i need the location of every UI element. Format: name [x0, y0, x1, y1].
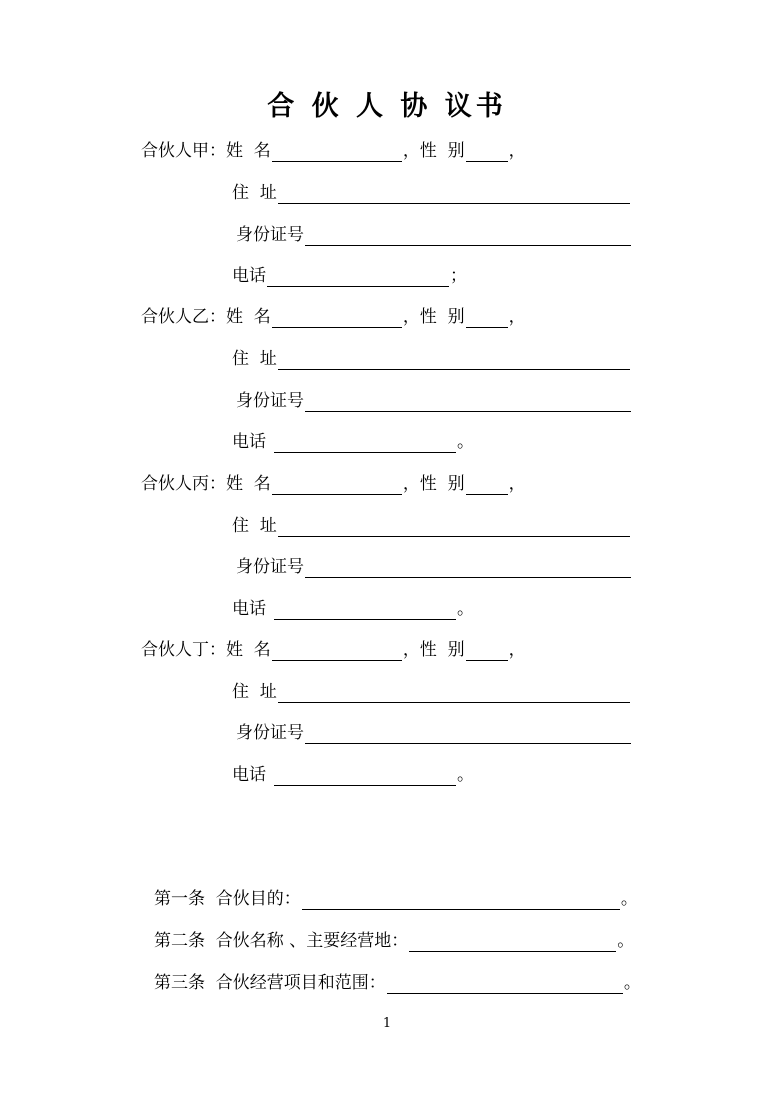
article-3-field[interactable]: [387, 973, 623, 994]
partner-b-phone-row: [232, 427, 474, 453]
partner-b-label: 合伙人乙：: [141, 307, 226, 327]
address-label: 住 址: [232, 682, 277, 702]
name-label: 姓 名: [226, 307, 271, 327]
partner-c-address-row: [232, 511, 631, 537]
partner-c-id-row: [236, 552, 632, 578]
partner-d-label: 合伙人丁：: [141, 640, 226, 660]
partner-a-id-field[interactable]: [305, 225, 631, 246]
article-1-row: [154, 884, 638, 910]
partner-b-address-row: [232, 344, 631, 370]
phone-label: 电话: [232, 266, 266, 286]
partner-d-phone-field[interactable]: [274, 765, 456, 786]
punctuation: ，: [508, 141, 526, 161]
punctuation: 。: [457, 599, 474, 619]
partner-b-gender-field[interactable]: [466, 307, 508, 328]
phone-label: 电话: [232, 765, 266, 785]
address-label: 住 址: [232, 183, 277, 203]
partner-d-phone-row: [232, 760, 474, 786]
punctuation: 。: [457, 765, 474, 785]
gender-label: ，性 别: [402, 141, 465, 161]
document-title: 合 伙 人 协 议书: [267, 91, 507, 122]
punctuation: ，: [508, 474, 526, 494]
article-2-row: [154, 926, 634, 952]
article-2-label: 第二条 合伙名称 、主要经营地：: [154, 931, 409, 951]
address-label: 住 址: [232, 349, 277, 369]
partner-b-id-field[interactable]: [305, 391, 631, 412]
partner-a-address-field[interactable]: [278, 183, 630, 204]
partner-d-name-field[interactable]: [272, 640, 402, 661]
name-label: 姓 名: [226, 640, 271, 660]
partner-a-id-row: [236, 220, 632, 246]
partner-c-label: 合伙人丙：: [141, 474, 226, 494]
partner-a-label: 合伙人甲：: [141, 141, 226, 161]
id-label: 身份证号: [236, 723, 304, 743]
article-3-label: 第三条 合伙经营项目和范围：: [154, 973, 386, 993]
address-label: 住 址: [232, 516, 277, 536]
punctuation: ；: [450, 266, 467, 286]
gender-label: ，性 别: [402, 307, 465, 327]
partner-b-id-row: [236, 386, 632, 412]
punctuation: 。: [620, 889, 638, 909]
partner-c-name-field[interactable]: [272, 474, 402, 495]
partner-b-name-row: [141, 302, 526, 328]
partner-d-address-field[interactable]: [278, 682, 630, 703]
partner-d-address-row: [232, 677, 631, 703]
article-1-label: 第一条 合伙目的：: [154, 889, 301, 909]
partner-c-id-field[interactable]: [305, 557, 631, 578]
partner-c-phone-field[interactable]: [274, 599, 456, 620]
punctuation: 。: [623, 973, 641, 993]
article-1-field[interactable]: [302, 889, 620, 910]
partner-a-name-field[interactable]: [272, 141, 402, 162]
partner-a-phone-row: [232, 261, 467, 287]
punctuation: 。: [457, 432, 474, 452]
gender-label: ，性 别: [402, 640, 465, 660]
partner-c-phone-row: [232, 594, 474, 620]
article-2-field[interactable]: [409, 931, 616, 952]
punctuation: ，: [508, 307, 526, 327]
partner-b-address-field[interactable]: [278, 349, 630, 370]
id-label: 身份证号: [236, 391, 304, 411]
page-number: 1: [382, 1016, 392, 1031]
partner-b-phone-field[interactable]: [274, 432, 456, 453]
partner-d-gender-field[interactable]: [466, 640, 508, 661]
name-label: 姓 名: [226, 474, 271, 494]
punctuation: 。: [617, 931, 635, 951]
partner-c-address-field[interactable]: [278, 516, 630, 537]
partner-c-name-row: [141, 469, 526, 495]
phone-label: 电话: [232, 599, 266, 619]
gender-label: ，性 别: [402, 474, 465, 494]
article-3-row: [154, 968, 641, 994]
id-label: 身份证号: [236, 557, 304, 577]
partner-d-id-field[interactable]: [305, 723, 631, 744]
partner-d-id-row: [236, 718, 632, 744]
name-label: 姓 名: [226, 141, 271, 161]
partner-a-phone-field[interactable]: [267, 266, 449, 287]
partner-b-name-field[interactable]: [272, 307, 402, 328]
phone-label: 电话: [232, 432, 266, 452]
partner-c-gender-field[interactable]: [466, 474, 508, 495]
punctuation: ，: [508, 640, 526, 660]
id-label: 身份证号: [236, 225, 304, 245]
partner-a-name-row: [141, 136, 526, 162]
partner-a-address-row: [232, 178, 631, 204]
partner-a-gender-field[interactable]: [466, 141, 508, 162]
partner-d-name-row: [141, 635, 526, 661]
